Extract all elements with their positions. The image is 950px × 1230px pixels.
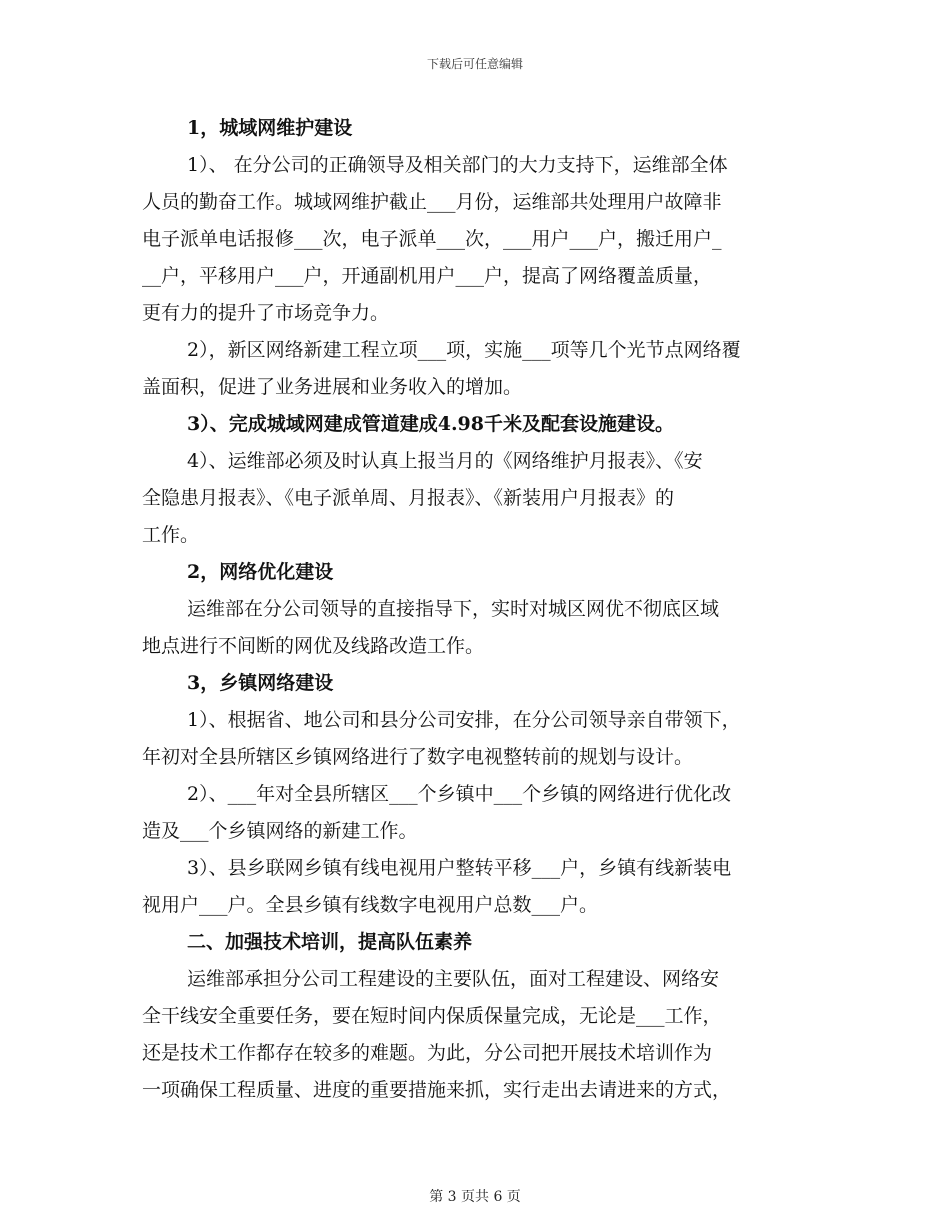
section-heading-line: 2，网络优化建设 bbox=[187, 561, 334, 583]
paragraph-line: 2），新区网络新建工程立项___项，实施___项等几个光节点网络覆 bbox=[187, 339, 741, 361]
section-heading-line: 3，乡镇网络建设 bbox=[187, 672, 334, 694]
paragraph-line: 年初对全县所辖区乡镇网络进行了数字电视整转前的规划与设计。 bbox=[142, 746, 694, 768]
paragraph-line: 视用户___户。全县乡镇有线数字电视用户总数___户。 bbox=[142, 894, 599, 916]
paragraph-line: 3）、县乡联网乡镇有线电视用户整转平移___户，乡镇有线新装电 bbox=[187, 857, 732, 879]
paragraph-line: 2）、___年对全县所辖区___个乡镇中___个乡镇的网络进行优化改 bbox=[187, 783, 732, 805]
paragraph-line: 运维部在分公司领导的直接指导下，实时对城区网优不彻底区域 bbox=[187, 598, 720, 620]
paragraph-line: 人员的勤奋工作。城域网维护截止___月份，运维部共处理用户故障非 bbox=[142, 191, 722, 213]
paragraph-line: 还是技术工作都存在较多的难题。为此，分公司把开展技术培训作为 bbox=[142, 1042, 713, 1064]
paragraph-line: 工作。 bbox=[142, 524, 200, 546]
paragraph-line: 造及___个乡镇网络的新建工作。 bbox=[142, 820, 418, 842]
paragraph-line: 全隐患月报表》、《电子派单周、月报表》、《新装用户月报表》的 bbox=[142, 487, 675, 509]
paragraph-line: 4）、运维部必须及时认真上报当月的《网络维护月报表》、《安 bbox=[187, 450, 703, 472]
paragraph-line: 运维部承担分公司工程建设的主要队伍，面对工程建设、网络安 bbox=[187, 968, 720, 990]
paragraph-line: 地点进行不间断的网优及线路改造工作。 bbox=[142, 635, 485, 657]
paragraph-line: 电子派单电话报修___次，电子派单___次，___用户___户，搬迁用户_ bbox=[142, 228, 722, 250]
paragraph-line: 更有力的提升了市场竞争力。 bbox=[142, 302, 390, 324]
paragraph-line: 1）、根据省、地公司和县分公司安排，在分公司领导亲自带领下， bbox=[187, 709, 741, 731]
page-header: 下载后可任意编辑 bbox=[426, 57, 523, 71]
section-heading-line: 1，城域网维护建设 bbox=[187, 117, 353, 139]
paragraph-line: 全干线安全重要任务，要在短时间内保质保量完成，无论是___工作， bbox=[142, 1005, 722, 1027]
paragraph-line: 盖面积，促进了业务进展和业务收入的增加。 bbox=[142, 376, 523, 398]
document-body bbox=[142, 110, 807, 1109]
section-heading-line: 二、加强技术培训，提高队伍素养 bbox=[187, 931, 473, 953]
paragraph-line: __户，平移用户___户，开通副机用户___户，提高了网络覆盖质量， bbox=[142, 265, 713, 287]
page-footer: 第 3 页共 6 页 bbox=[429, 1189, 521, 1205]
paragraph-line: 一项确保工程质量、进度的重要措施来抓，实行走出去请进来的方式， bbox=[142, 1079, 732, 1101]
paragraph-line: 1）、 在分公司的正确领导及相关部门的大力支持下，运维部全体 bbox=[187, 154, 728, 176]
section-heading-line: 3）、完成城域网建成管道建成4.98千米及配套设施建设。 bbox=[187, 413, 674, 435]
